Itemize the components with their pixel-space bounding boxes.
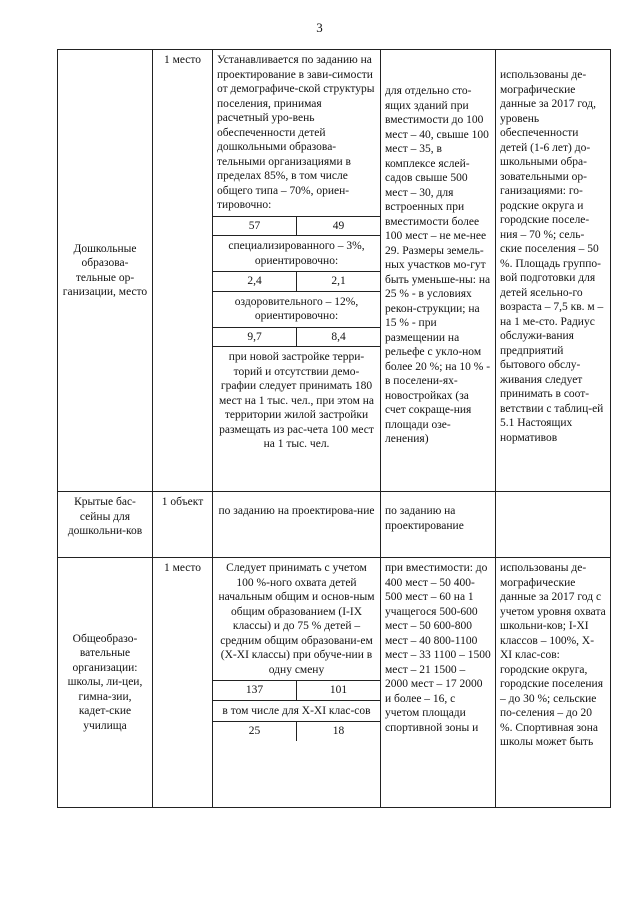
value-cell: 137 (213, 681, 297, 701)
value-cell: 2,4 (213, 272, 297, 292)
table-row-schools (58, 558, 611, 808)
unit-cell (153, 492, 213, 558)
norms-table (57, 49, 611, 808)
unit-label: 1 место (163, 562, 202, 574)
value-cell: 57 (213, 216, 297, 236)
norm-text: по заданию на проектирова-ние (218, 505, 375, 517)
facility-name-cell (58, 50, 153, 492)
area-cell (381, 558, 496, 808)
area-cell (381, 492, 496, 558)
area-cell (381, 50, 496, 492)
table-row-pools (58, 492, 611, 558)
facility-name: Крытые бас-сейны для дошкольни-ков (67, 496, 143, 537)
area-text: для отдельно сто-ящих зданий при вместимости до 100 мест – 40, свыше 100 мест – 35, в комплексе яслей-садов свыше 500 мест – 30, для встроенных при вместимости более 100 мест – не ме-нее 29. Размеры земель-ных участков мо-гут быть уменьше-ны: на 25 % - в условиях рекон-струкции; на 15 % - при размещении на рельефе с укло-ном более 20 %; на 10 % - в поселени-ях-новостройках (за счет сокраще-ния площади озе-ленения) (385, 85, 491, 445)
norm-values-table (213, 680, 380, 741)
note-cell (496, 558, 611, 808)
facility-name: Общеобразо-вательные организации: школы, ли-цеи, гимна-зии, кадет-ские училища (67, 632, 143, 732)
norm-subtext: при новой застройке терри-торий и отсутствии демо-графии следует принимать 180 мест на 1 тыс. чел., при этом на территории жилой застройки размещать из рас-чета 100 мест на 1 тыс. чел. (213, 347, 380, 455)
facility-name-cell (58, 492, 153, 558)
facility-name-cell (58, 558, 153, 808)
note-text: использованы де-мографические данные за 2017 год, уровень обеспеченности детей (1-6 лет) до-школьными обра-зовательными ор-ганизациями: го-родские округа и городские поселе-ния – 70 %; сель-ские поселения – 50 %. Площадь группо-вой подготовки для детей ясельно-го возраста – 7,5 кв. м – на 1 ме-сто. Радиус обслужи-вания предприятий бытового обслу-живания следует принимать в соот-ветствии с таблиц-ей 5.1 Настоящих нормативов (500, 69, 604, 444)
unit-label: 1 объект (161, 496, 204, 508)
norm-text: Устанавливается по заданию на проектирование в зави-симости от демографиче-ской структуры поселения, принимая расчетный уро-вень обеспеченности детей дошкольными образова-тельными организациями в пределах 85%, в том числе общего типа – 70%, ориен-тировочно: (217, 54, 375, 211)
area-text: по заданию на проектирование (385, 505, 464, 532)
unit-cell (153, 50, 213, 492)
norm-subtext: оздоровительного – 12%, ориентировочно: (213, 291, 380, 327)
note-text (496, 492, 610, 498)
value-cell: 8,4 (297, 327, 381, 347)
unit-label: 1 место (163, 54, 202, 66)
note-text: использованы де-мографические данные за 2017 год с учетом уровня охвата школьни-ков; I-XI классов – 100%, X-XI клас-сов: городские округа, городские поселения – до 30 %; сельские по-селения – до 20 %. Спортивная зона школы может быть (500, 562, 606, 748)
value-cell: 9,7 (213, 327, 297, 347)
value-cell: 101 (297, 681, 381, 701)
norm-cell (213, 492, 381, 558)
facility-name: Дошкольные образова-тельные ор-ганизации, место (62, 242, 148, 298)
norm-subtext: специализированного – 3%, ориентировочно: (213, 236, 380, 272)
value-cell: 18 (297, 722, 381, 741)
norm-subtext: в том числе для X-XI клас-сов (213, 700, 380, 722)
area-text: при вместимости: до 400 мест – 50 400-500 мест – 60 на 1 учащегося 500-600 мест – 50 600-800 мест – 40 800-1100 мест – 33 1100 – 1500 мест – 21 1500 – 2000 мест – 17 2000 и более – 16, с учетом площади спортивной зоны и (385, 562, 491, 734)
value-cell: 2,1 (297, 272, 381, 292)
table-row-preschool (58, 50, 611, 492)
norm-text: Следует принимать с учетом 100 %-ного охвата детей начальным общим и основ-ным общим образованием (I-IX классы) и до 75 % детей – средним общим образовани-ем (X-XI классы) при обуче-нии в одну смену (218, 562, 375, 676)
page-number: 3 (316, 20, 323, 35)
unit-cell (153, 558, 213, 808)
norm-cell (213, 558, 381, 808)
note-cell (496, 50, 611, 492)
value-cell: 25 (213, 722, 297, 741)
norm-cell (213, 50, 381, 492)
note-cell (496, 492, 611, 558)
value-cell: 49 (297, 216, 381, 236)
norm-values-table (213, 216, 380, 455)
